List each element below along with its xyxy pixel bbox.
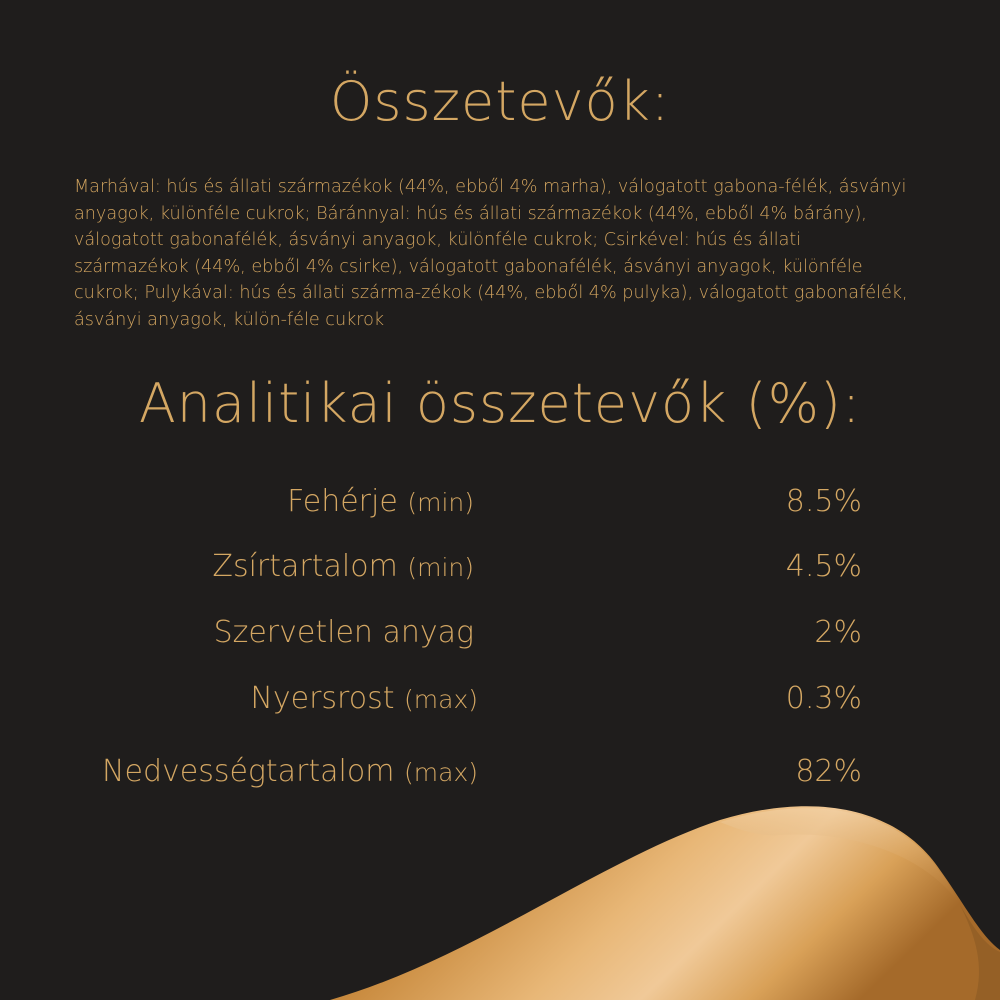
analytics-label: Nyersrost (max)	[250, 681, 478, 716]
analytics-value: 82%	[795, 754, 862, 789]
analytics-label: Fehérje (min)	[287, 484, 474, 519]
analytics-value: 2%	[814, 615, 862, 650]
analytics-value: 0.3%	[785, 681, 862, 716]
ingredients-title: Összetevők:	[329, 70, 671, 133]
analytics-title: Analitikai összetevők (%):	[138, 372, 862, 435]
analytics-label: Nedvességtartalom (max)	[102, 754, 478, 789]
analytics-label: Zsírtartalom (min)	[212, 549, 474, 584]
analytics-value: 4.5%	[785, 549, 862, 584]
analytics-value: 8.5%	[785, 484, 862, 519]
analytics-label: Szervetlen anyag	[213, 615, 474, 650]
ingredients-text: Marhával: hús és állati származékok (44%, ebből 4% marha), válogatott gabona-félék, ásványi anyagok, különféle cukrok; Báránnyal: hús és állati származékok (44%, ebből 4% bárány), válogatott gabonafélék, ásványi anyagok, különféle cukrok; Csirkével: hús és állati származékok (44%, ebből 4% csirke), válogatott gabonafélék, ásványi anyagok, különféle cukrok; Pulykával: hús és állati szárma-zékok (44%, ebből 4% pulyka), válogatott gabonafélék, ásványi anyagok, külön-féle cukrok	[74, 177, 908, 330]
